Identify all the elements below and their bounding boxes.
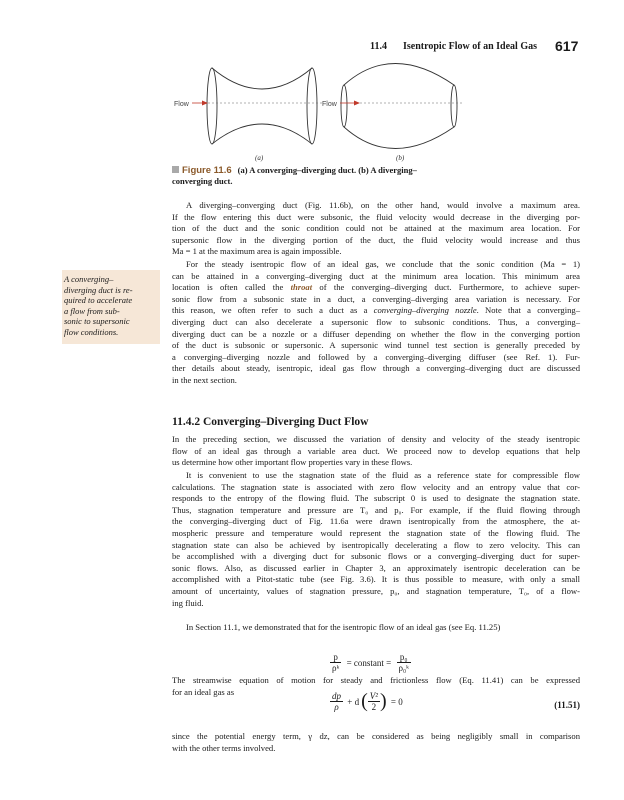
text-line: calculations. The stagnation state is associated with zero flow velocity and an entropy value that cor-	[172, 481, 580, 492]
denominator: ρ₀ᵏ	[398, 663, 409, 673]
numerator: p	[330, 652, 341, 663]
denominator: ρᵏ	[332, 663, 340, 673]
figure-caption	[172, 165, 452, 187]
emphasis-term: throat	[290, 282, 313, 293]
text-line: Ma = 1 at the maximum area is again impossible.	[172, 246, 342, 257]
fraction	[368, 691, 380, 712]
text-line: for an ideal gas as	[172, 686, 235, 697]
text-line: It is convenient to use the stagnation state of the fluid as a reference state for compressible flow	[186, 470, 580, 480]
margin-note-line: flow conditions.	[64, 326, 119, 337]
text-line: sonic flows. Also, as discussed earlier in Chapter 3, an approximately isentropic deceleration can be	[172, 562, 580, 573]
converging-diverging-duct	[174, 68, 322, 162]
emphasis-term: converging–diverging nozzle	[373, 305, 477, 316]
paragraph-7	[172, 731, 580, 754]
text-line: ing fluid.	[172, 597, 204, 608]
text-line	[172, 305, 580, 317]
text-line: For the steady isentropic flow of an ideal gas, we conclude that the sonic condition (Ma = 1)	[186, 259, 580, 269]
fraction	[330, 691, 343, 712]
paragraph-5	[172, 622, 580, 634]
equation-isentropic	[330, 652, 411, 673]
text-line: us determine how other important flow properties vary in these flows.	[172, 457, 413, 468]
margin-note-line: quired to accelerate	[64, 295, 133, 306]
paragraph-4	[172, 470, 580, 609]
figure-number: Figure 11.6	[182, 165, 232, 176]
caption-text-line2: converging duct.	[172, 176, 233, 186]
text-line: stagnation state can also be achieved by isentropically decelerating a flow to zero velocity. This can	[172, 539, 580, 550]
numerator: V²	[369, 691, 378, 701]
numerator: dp	[332, 691, 341, 701]
figure-11-6	[172, 60, 472, 165]
text-line: can be attained in a converging–diverging duct at the minimum area location. This minimum area	[172, 270, 580, 281]
fraction	[330, 652, 341, 673]
equation-operator: = constant =	[346, 657, 392, 668]
flow-label-b: Flow	[322, 101, 337, 108]
header-section-number: 11.4	[370, 41, 387, 52]
label-b: (b)	[396, 154, 405, 162]
text-line: If the flow entering this duct were subsonic, the fluid velocity would decrease in the diverging por-	[172, 211, 580, 222]
fraction	[397, 652, 411, 673]
equation-operator: = 0	[390, 696, 403, 707]
text-fragment: of the converging–diverging duct. Furthermore, to achieve super-	[312, 282, 581, 293]
text-line: accomplished with a Pitot-static tube (see Fig. 3.6). It is thus possible to measure, with only a small	[172, 574, 580, 585]
text-line	[172, 282, 580, 294]
text-line: in the next section.	[172, 374, 237, 385]
equation-11-51: $\frac{dp}{\rho}$ + d ( $\frac{\text{V²}}{2}$ ) = 0 (11.51)	[332, 690, 580, 712]
text-line: A diverging–converging duct (Fig. 11.6b), on the other hand, would involve a maximum area.	[186, 200, 580, 210]
text-line: a converging–diverging nozzle and followed by a converging–diverging diffuser (see Ref. 1). Fur-	[172, 351, 580, 362]
text-line: with the other terms involved.	[172, 742, 276, 753]
text-fragment: this reason, we often refer to such a duct as a	[172, 305, 374, 316]
diverging-converging-duct	[322, 64, 462, 163]
equation-operator: + d	[347, 696, 360, 707]
label-a: (a)	[255, 154, 264, 162]
text-line: The streamwise equation of motion for steady and frictionless flow (Eq. 11.41) can be expressed	[172, 675, 580, 685]
text-line: Thus, stagnation temperature and pressure are T₀ and p₀. For example, if the fluid flowing through	[172, 504, 580, 515]
paragraph-1	[172, 200, 580, 258]
text-line: mospheric pressure and temperature would represent the stagnation state of the flowing fluid. The	[172, 527, 580, 538]
margin-note-line: diverging duct is re-	[64, 284, 133, 295]
numerator: p₀	[397, 652, 411, 663]
text-line: be accomplished with a diverging duct for subsonic flows or a converging–diverging duct for super-	[172, 551, 580, 562]
text-line: In the preceding section, we discussed the variation of density and velocity of the steady isentropic	[172, 434, 580, 444]
text-fragment: . Note that a converging–	[476, 305, 581, 316]
text-line: sonic flow from a subsonic state in a duct, a converging–diverging area variation is necessary. For	[172, 293, 580, 304]
margin-note	[62, 270, 160, 344]
text-line: of the duct is subsonic or supersonic. A supersonic wind tunnel test section is generally preceded by	[172, 340, 580, 351]
caption-square-icon	[172, 166, 179, 173]
text-fragment: location is often called the	[172, 282, 291, 293]
denominator: ρ	[334, 702, 339, 712]
header-title: Isentropic Flow of an Ideal Gas	[403, 41, 537, 52]
denominator: 2	[371, 702, 377, 712]
section-heading: 11.4.2 Converging–Diverging Duct Flow	[172, 416, 369, 428]
text-line: supersonic flow in the diverging portion of the duct, the fluid velocity would increase and thus	[172, 234, 580, 245]
text-line: tion of the duct and the sonic condition could not be attained at the maximum area location. For	[172, 223, 580, 234]
page-number: 617	[555, 38, 579, 54]
running-header	[0, 40, 624, 56]
paragraph-2	[172, 259, 580, 387]
text-line: flow of an ideal gas through a variable area duct. We proceed now to develop equations that help	[172, 445, 580, 456]
text-line: diverging duct can also decelerate a supersonic flow to subsonic conditions. Thus, a converging–	[172, 316, 580, 327]
flow-label-a: Flow	[174, 101, 189, 108]
text-line: amount of uncertainty, values of stagnation pressure, p₀, and stagnation temperature, T₀, of a flow-	[172, 585, 580, 596]
text-line: diverging duct can be a nozzle or a diffuser depending on whether the flow in the converging portion	[172, 328, 580, 339]
text-line: In Section 11.1, we demonstrated that for the isentropic flow of an ideal gas (see Eq. 11.25)	[186, 622, 501, 632]
caption-text-line1: (a) A converging–diverging duct. (b) A diverging–	[237, 165, 417, 175]
text-line: since the potential energy term, γ dz, can be considered as being negligibly small in comparison	[172, 731, 580, 741]
duct-diagrams	[172, 60, 472, 165]
margin-note-line: sonic to supersonic	[64, 316, 130, 327]
margin-note-line: a flow from sub-	[64, 305, 120, 316]
text-line: the converging–diverging duct of Fig. 11.6a were drawn isentropically from the atmosphere, the at-	[172, 516, 580, 527]
text-line: ther details about steady, isentropic, ideal gas flow through a converging–diverging duct are discussed	[172, 363, 580, 374]
margin-note-line: A converging–	[64, 274, 114, 284]
equation-number: (11.51)	[554, 700, 580, 710]
text-line: responds to the entropy of the flowing fluid. The subscript 0 is used to designate the stagnation state.	[172, 493, 580, 504]
paragraph-3	[172, 434, 580, 469]
